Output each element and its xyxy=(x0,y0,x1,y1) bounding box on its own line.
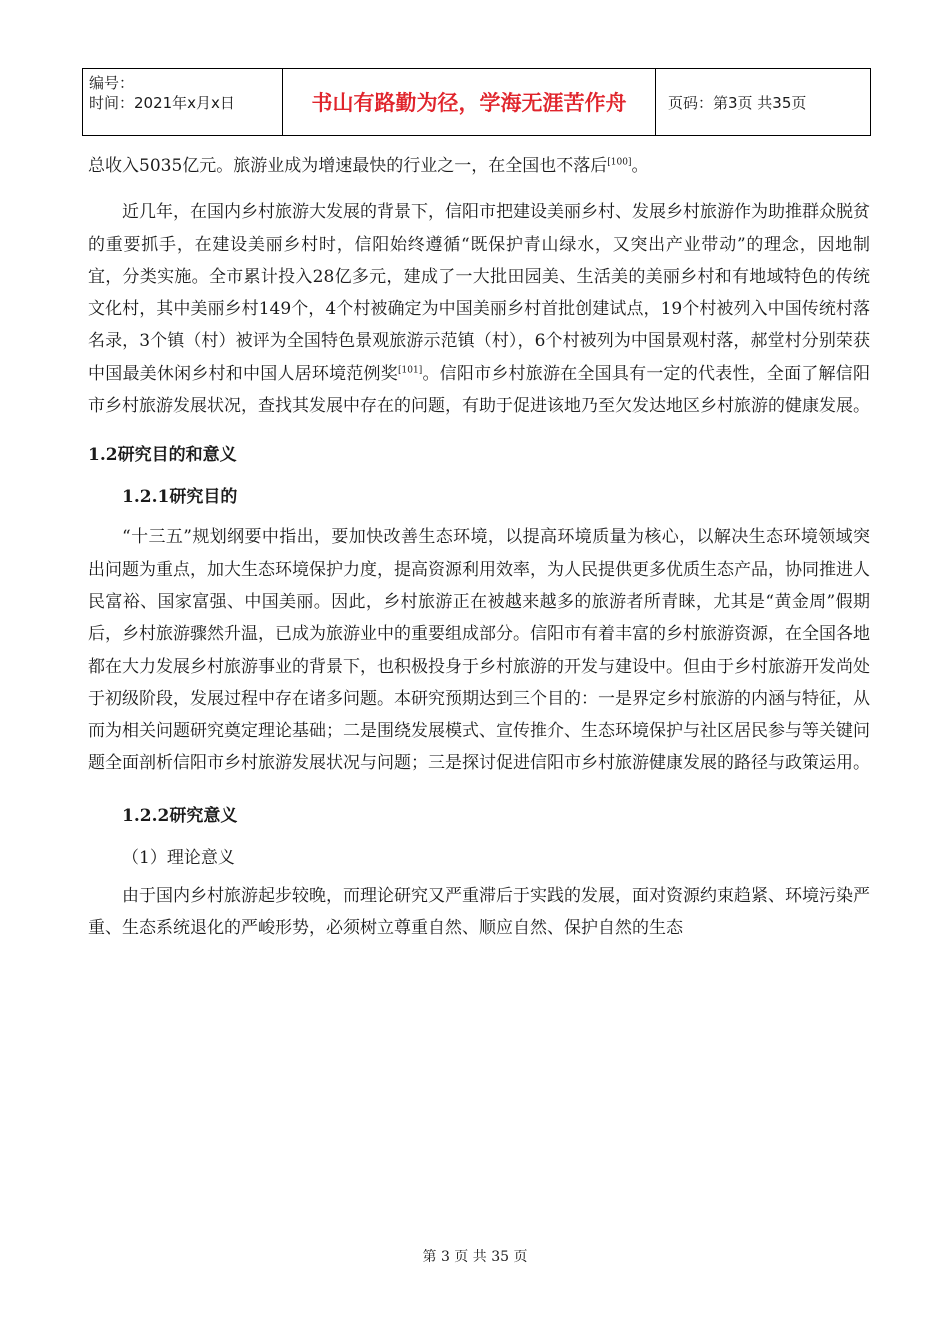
subsection-heading: 1.2.1研究目的 xyxy=(122,487,238,508)
paragraph: 由于国内乡村旅游起步较晚，而理论研究又严重滞后于实践的发展，面对资源约束趋紧、环境污染严重、生态系统退化的严峻形势，必须树立尊重自然、顺应自然、保护自然的生态 xyxy=(88,885,870,939)
header-motto: 书山有路勤为径，学海无涯苦作舟 xyxy=(283,69,656,135)
sub-subsection-heading: （1）理论意义 xyxy=(122,847,235,868)
subsection-heading: 1.2.2研究意义 xyxy=(122,805,238,826)
citation: [101] xyxy=(398,365,423,376)
paragraph-text: 总收入5035亿元。旅游业成为增速最快的行业之一，在全国也不落后 xyxy=(88,156,608,176)
number-label: 编号： xyxy=(89,74,135,92)
paragraph xyxy=(88,196,870,422)
header-table xyxy=(82,68,871,136)
header-page-info: 页码：第3页 共35页 xyxy=(668,93,807,112)
paragraph xyxy=(88,150,870,182)
paragraph-text: 。信阳市乡村旅游在全国具有一定的代表性，全面了解信阳市乡村旅游发展状况，查找其发展中存在的问题，有助于促进该地乃至欠发达地区乡村旅游的健康发展。 xyxy=(88,363,871,417)
paragraph: “十三五”规划纲要中指出，要加快改善生态环境，以提高环境质量为核心，以解决生态环境领域突出问题为重点，加大生态环境保护力度，提高资源利用效率，为人民提供更多优质生态产品，协同推进人民富裕、国家富强、中国美丽。因此，乡村旅游正在被越来越多的旅游者所青睐，尤其是“黄金周”假期后，乡村旅游骤然升温，已成为旅游业中的重要组成部分。信阳市有着丰富的乡村旅游资源，在全国各地都在大力发展乡村旅游事业的背景下，也积极投身于乡村旅游的开发与建设中。但由于乡村旅游开发尚处于初级阶段，发展过程中存在诸多问题。本研究预期达到三个目的：一是界定乡村旅游的内涵与特征，从而为相关问题研究奠定理论基础；二是围绕发展模式、宣传推介、生态环境保护与社区居民参与等关键问题全面剖析信阳市乡村旅游发展状况与问题；三是探讨促进信阳市乡村旅游健康发展的路径与政策运用。 xyxy=(88,527,870,774)
page-footer: 第 3 页 共 35 页 xyxy=(422,1249,528,1265)
paragraph-text: 。 xyxy=(631,156,649,176)
time-label: 时间：2021年x月x日 xyxy=(89,94,235,112)
header-meta xyxy=(83,69,283,135)
document-body xyxy=(88,150,870,944)
paragraph-text: 近几年，在国内乡村旅游大发展的背景下，信阳市把建设美丽乡村、发展乡村旅游作为助推群众脱贫的重要抓手，在建设美丽乡村时，信阳始终遵循“既保护青山绿水，又突出产业带动”的理念，因地制宜，分类实施。全市累计投入28亿多元，建成了一大批田园美、生活美的美丽乡村和有地域特色的传统文化村，其中美丽乡村149个，4个村被确定为中国美丽乡村首批创建试点，19个村被列入中国传统村落名录，3个镇（村）被评为全国特色景观旅游示范镇（村），6个村被列为中国景观村落，郝堂村分别荣获中国最美休闲乡村和中国人居环境范例奖 xyxy=(88,202,870,384)
citation: [100] xyxy=(607,157,632,168)
section-heading: 1.2研究目的和意义 xyxy=(88,445,237,466)
